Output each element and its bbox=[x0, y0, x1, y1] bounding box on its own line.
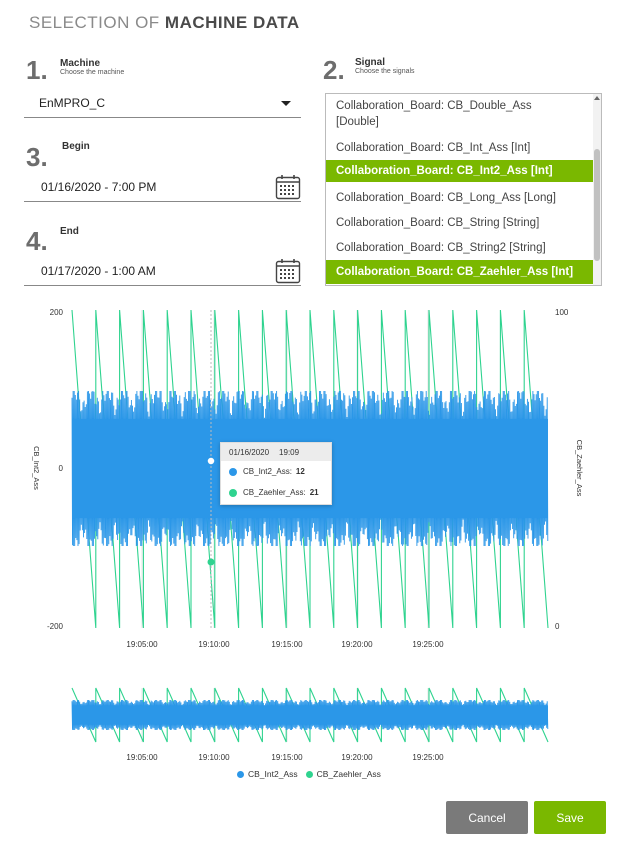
x-axis-tick-label: 19:25:00 bbox=[412, 753, 444, 762]
signal-list[interactable] bbox=[325, 93, 602, 286]
signal-item-label: Collaboration_Board: CB_Double_Ass bbox=[336, 100, 532, 112]
x-axis-tick-label: 19:10:00 bbox=[198, 640, 230, 649]
step-number-signal: 2. bbox=[323, 55, 345, 85]
y-left-axis-label: CB_Int2_Ass bbox=[32, 446, 41, 490]
begin-datetime-field[interactable] bbox=[24, 172, 301, 202]
signal-item-cb-int-ass[interactable]: Collaboration_Board: CB_Int_Ass [Int] bbox=[336, 142, 531, 154]
x-axis-tick-label: 19:15:00 bbox=[271, 640, 303, 649]
signal-item-cb-double-ass[interactable] bbox=[326, 97, 594, 131]
calendar-icon[interactable] bbox=[275, 258, 301, 284]
hover-point-zaehler[interactable] bbox=[208, 559, 215, 566]
tooltip-header bbox=[221, 443, 331, 461]
chart-legend bbox=[237, 769, 389, 779]
navigator-series-cb-int2-ass bbox=[72, 700, 548, 730]
x-axis-tick-label: 19:25:00 bbox=[412, 640, 444, 649]
end-datetime-value: 01/17/2020 - 1:00 AM bbox=[41, 263, 156, 278]
navigator-chart[interactable] bbox=[0, 682, 622, 766]
tooltip-row-int2 bbox=[221, 461, 331, 482]
y-left-tick: 200 bbox=[49, 308, 63, 317]
y-left-tick: -200 bbox=[46, 622, 63, 631]
tooltip-date: 01/16/2020 bbox=[229, 448, 270, 457]
legend-label: CB_Int2_Ass bbox=[248, 769, 298, 779]
legend-item-cb-zaehler-ass[interactable] bbox=[306, 769, 381, 779]
y-right-axis-label: CB_Zaehler_Ass bbox=[575, 439, 584, 497]
x-axis-tick-label: 19:10:00 bbox=[198, 753, 230, 762]
step-number-begin: 3. bbox=[26, 142, 48, 172]
page-title: SELECTION OF MACHINE DATA bbox=[29, 13, 300, 32]
signal-list-scrollbar[interactable] bbox=[593, 94, 601, 285]
series-band-int2 bbox=[72, 705, 548, 724]
tooltip-dot-icon bbox=[229, 468, 237, 476]
tooltip-series-name: CB_Zaehler_Ass: bbox=[243, 488, 306, 497]
save-button[interactable]: Save bbox=[534, 801, 606, 834]
y-right-tick: 0 bbox=[555, 622, 560, 631]
tooltip-dot-icon bbox=[229, 489, 237, 497]
step-number-end: 4. bbox=[26, 226, 48, 256]
machine-select[interactable] bbox=[24, 88, 301, 118]
legend-item-cb-int2-ass[interactable] bbox=[237, 769, 298, 779]
legend-dot-icon bbox=[306, 771, 313, 778]
chart-tooltip bbox=[220, 442, 332, 505]
x-axis-tick-label: 19:05:00 bbox=[126, 640, 158, 649]
step-number-machine: 1. bbox=[26, 55, 48, 85]
tooltip-series-value: 12 bbox=[295, 467, 305, 476]
scroll-up-icon[interactable] bbox=[594, 96, 600, 100]
x-axis-ticks bbox=[126, 640, 444, 649]
tooltip-row-zaehler bbox=[221, 482, 331, 503]
x-axis-tick-label: 19:20:00 bbox=[341, 753, 373, 762]
tooltip-time: 19:09 bbox=[279, 448, 300, 457]
signal-item-cb-string2[interactable]: Collaboration_Board: CB_String2 [String] bbox=[336, 242, 546, 254]
end-label: End bbox=[60, 226, 79, 237]
scrollbar-thumb[interactable] bbox=[594, 149, 600, 261]
tooltip-series-value: 21 bbox=[309, 488, 319, 497]
machine-label: Machine bbox=[60, 58, 101, 69]
begin-datetime-value: 01/16/2020 - 7:00 PM bbox=[41, 179, 157, 194]
navigator-x-axis-ticks bbox=[126, 753, 444, 762]
end-datetime-field[interactable] bbox=[24, 256, 301, 286]
machine-select-value: EnMPRO_C bbox=[39, 95, 106, 110]
x-axis-tick-label: 19:15:00 bbox=[271, 753, 303, 762]
x-axis-tick-label: 19:05:00 bbox=[126, 753, 158, 762]
cancel-button[interactable]: Cancel bbox=[446, 801, 528, 834]
legend-dot-icon bbox=[237, 771, 244, 778]
signal-label: Signal bbox=[355, 57, 386, 68]
y-right-tick: 100 bbox=[555, 308, 569, 317]
signal-item-cb-string[interactable]: Collaboration_Board: CB_String [String] bbox=[336, 217, 540, 229]
signal-item-label-line2: [Double] bbox=[336, 116, 379, 128]
signal-item-cb-long-ass[interactable]: Collaboration_Board: CB_Long_Ass [Long] bbox=[336, 192, 556, 204]
signal-sublabel: Choose the signals bbox=[355, 68, 415, 75]
y-left-tick: 0 bbox=[58, 464, 63, 473]
chevron-down-icon bbox=[281, 101, 291, 106]
legend-label: CB_Zaehler_Ass bbox=[316, 769, 381, 779]
machine-sublabel: Choose the machine bbox=[60, 69, 125, 76]
hover-point-int2[interactable] bbox=[207, 457, 215, 465]
x-axis-tick-label: 19:20:00 bbox=[341, 640, 373, 649]
calendar-icon[interactable] bbox=[275, 174, 301, 200]
signal-item-cb-zaehler-ass[interactable]: Collaboration_Board: CB_Zaehler_Ass [Int] bbox=[326, 260, 594, 284]
tooltip-series-name: CB_Int2_Ass: bbox=[243, 467, 292, 476]
signal-item-cb-int2-ass[interactable]: Collaboration_Board: CB_Int2_Ass [Int] bbox=[326, 160, 594, 182]
begin-label: Begin bbox=[62, 141, 90, 152]
